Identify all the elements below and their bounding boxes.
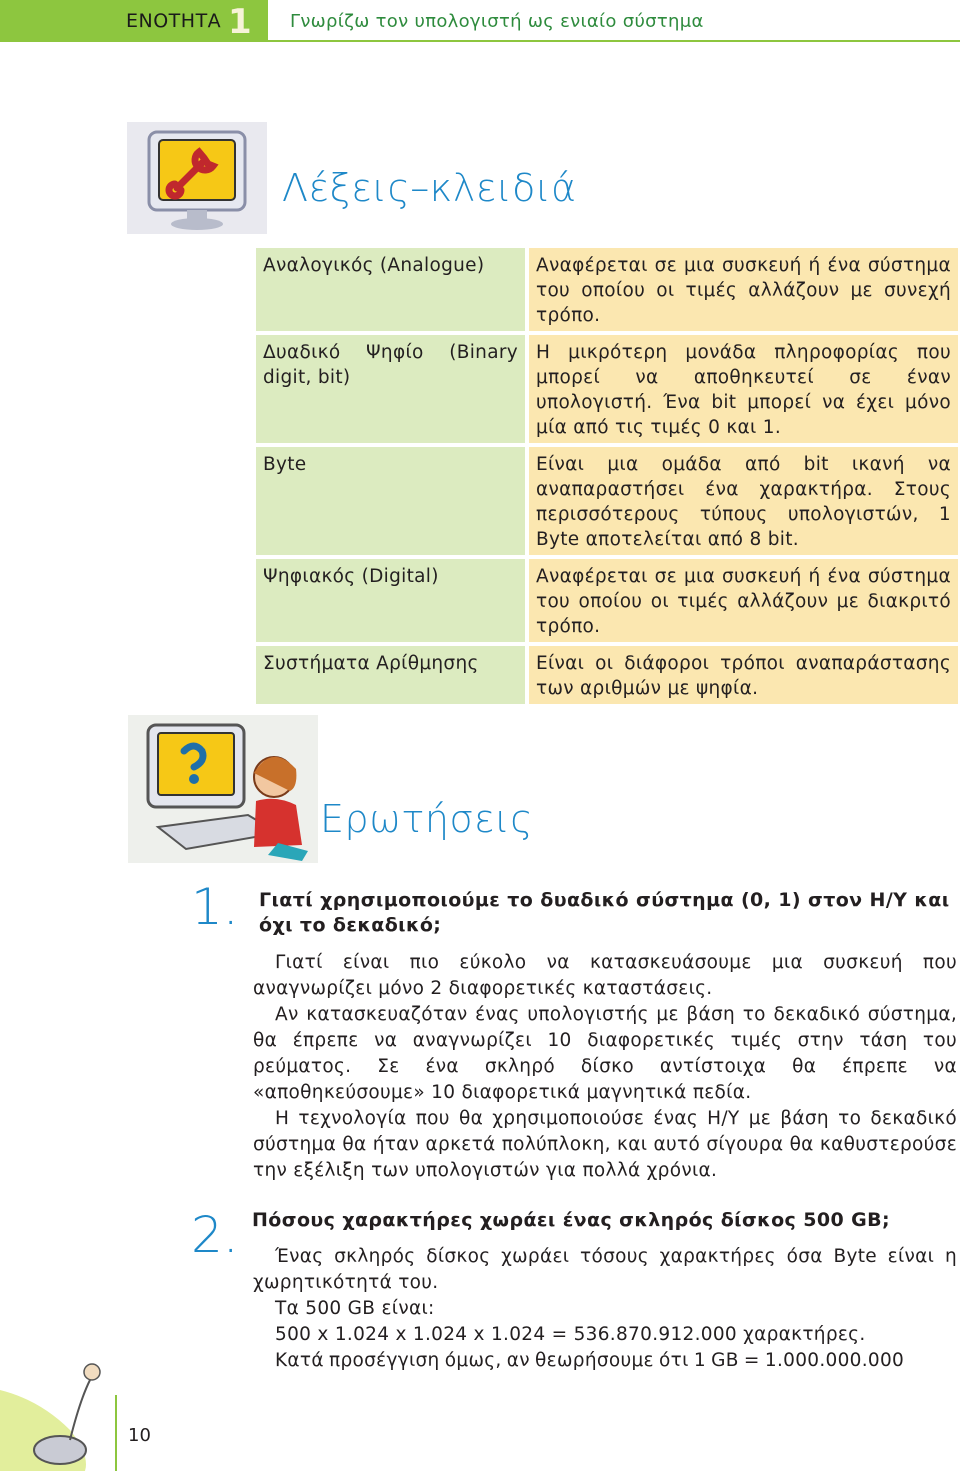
glossary-term: Αναλογικός (Analogue) [256,248,527,333]
table-row [256,644,958,706]
question-text: Πόσους χαρακτήρες χωράει ένας σκληρός δίσκος 500 GB; [252,1209,890,1231]
table-row [256,557,958,644]
wrench-monitor-icon [127,122,267,234]
glossary-term: Ψηφιακός (Digital) [256,557,527,644]
unit-badge [0,0,268,42]
unit-title: Γνωρίζω τον υπολογιστή ως ενιαίο σύστημα [290,11,704,32]
answer-paragraph: Η τεχνολογία που θα χρησιμοποιούσε ένας Η/Υ με βάση το δεκαδικό σύστημα θα ήταν αρκετά πολύπλοκη, και αυτό σίγουρα θα καθυστερούσε την εξέλιξη των υπολογιστών για πολλά χρόνια. [253,1108,957,1181]
glossary-definition: Αναφέρεται σε μια συσκευή ή ένα σύστημα του οποίου οι τιμές αλλάζουν με συνεχή τρόπο. [527,248,958,333]
glossary-definition: Είναι μια ομάδα από bit ικανή να αναπαραστήσει ένα χαρακτήρα. Στους περισσότερους τύπους υπολογιστών, 1 Byte αποτελείται από 8 bit. [527,445,958,557]
glossary-definition: Η μικρότερη μονάδα πληροφορίας που μπορεί να αποθηκευτεί σε έναν υπολογιστή. Ένα bit μπορεί να έχει μόνο μία από τις τιμές 0 και 1. [527,333,958,445]
answer-paragraph: Αν κατασκευαζόταν ένας υπολογιστής με βάση το δεκαδικό σύστημα, θα έπρεπε να αναγνωρίζει 10 διαφορετικές τιμές στην τάση του ρεύματος. Σε ένα σκληρό δίσκο αντίστοιχα θα έπρεπε να «αποθηκεύσουμε» 10 διαφορετικά μαγνητικά πεδία. [253,1004,957,1103]
answer-paragraph: Κατά προσέγγιση όμως, αν θεωρήσουμε ότι 1 GB = 1.000.000.000 [275,1350,905,1371]
answer-paragraph: Τα 500 GB είναι: [275,1298,435,1319]
page-number: 10 [128,1425,151,1446]
glossary-term: Δυαδικό Ψηφίο (Binary digit, bit) [256,333,527,445]
mouse-illustration-icon [0,1350,115,1471]
question-text: Γιατί χρησιμοποιούμε το δυαδικό σύστημα (0, 1) στον Η/Υ και όχι το δεκαδικό; [259,889,950,936]
question-number: 1. [191,878,239,936]
unit-number: 1 [228,2,252,42]
question-computer-icon [128,715,318,863]
glossary-definition: Είναι οι διάφοροι τρόποι αναπαράστασης των αριθμών με ψηφία. [527,644,958,706]
glossary-term: Byte [256,445,527,557]
table-row [256,248,958,333]
unit-label: ΕΝΟΤΗΤΑ [126,10,222,32]
answer-paragraph: Ένας σκληρός δίσκος χωράει τόσους χαρακτήρες όσα Byte είναι η χωρητικότητά του. [253,1246,957,1293]
glossary-term: Συστήματα Αρίθμησης [256,644,527,706]
answer-paragraph: Γιατί είναι πιο εύκολο να κατασκευάσουμε μια συσκευή που αναγνωρίζει μόνο 2 διαφορετικές καταστάσεις. [253,952,957,999]
answer-block [253,1244,957,1374]
page-header [0,0,960,42]
footer-divider [115,1395,117,1471]
answer-block [253,950,957,1184]
header-divider [268,40,960,42]
keywords-title: Λέξεις–κλειδιά [282,166,577,210]
answer-paragraph: 500 x 1.024 x 1.024 x 1.024 = 536.870.912.000 χαρακτήρες. [275,1324,866,1345]
table-row [256,445,958,557]
glossary-table [256,248,958,708]
table-row [256,333,958,445]
question-number: 2. [191,1206,239,1264]
questions-title: Ερωτήσεις [320,797,534,841]
glossary-definition: Αναφέρεται σε μια συσκευή ή ένα σύστημα του οποίου οι τιμές αλλάζουν με διακριτό τρόπο. [527,557,958,644]
